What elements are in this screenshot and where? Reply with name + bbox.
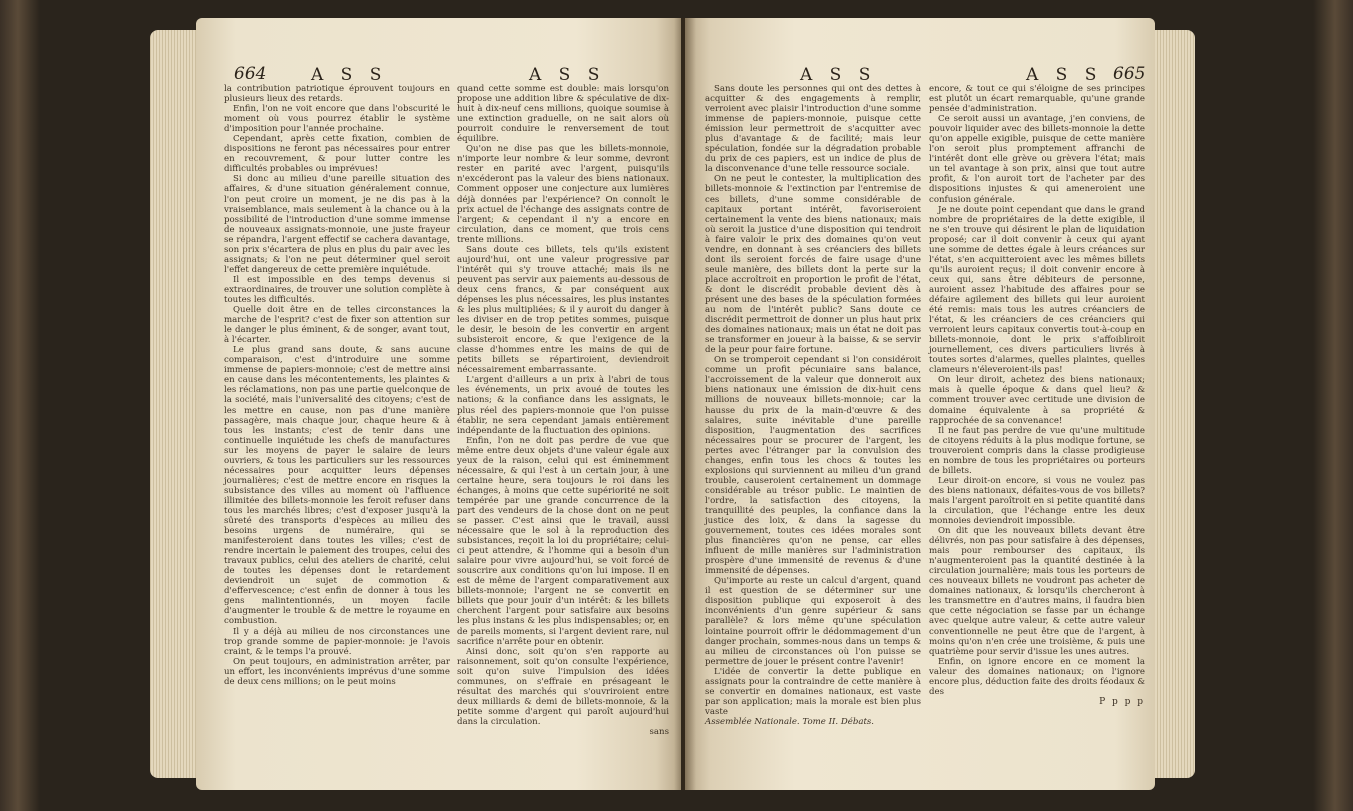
paragraph: quand cette somme est double: mais lorsqu'on propose une addition libre & spéculative de dix-huit à dix-neuf cens millions, quoique soumise à une extinction graduelle, on ne sait alors où pourroit conduire le renversement de tout équilibre.: [457, 84, 669, 145]
right-page-number: 665: [1113, 64, 1146, 84]
paragraph: Ce seroit aussi un avantage, j'en conviens, de pouvoir liquider avec des billets-monnoie la dette qu'on appelle exigible, puisque de cette manière l'on seroit plus promptement affranchi de l'intérêt dont elle grève ou grèvera l'état; mais un tel avantage à son prix, ainsi que tout autre profit, & l'on auroit tort de l'acheter par des dispositions injustes & qui ameneroient une confusion générale.: [929, 114, 1145, 205]
paragraph: Enfin, on ignore encore en ce moment la valeur des domaines nationaux; on l'ignore encore plus, déduction faite des droits féodaux & des: [929, 656, 1145, 697]
volume-footer: Assemblée Nationale. Tome II. Débats.: [705, 716, 875, 727]
paragraph: Cependant, après cette fixation, combien de dispositions ne feront pas nécessaires pour entrer en recouvrement, & pour lutter contre les difficultés probables ou imprévues!: [224, 134, 450, 175]
paragraph: Il ne faut pas perdre de vue qu'une multitude de citoyens réduits à la plus modique fortune, se trouveroient compris dans la classe prodigieuse en nombre de tous les propriétaires ou porteurs de billets.: [929, 425, 1145, 476]
right-running-head-1: A S S: [800, 65, 877, 85]
left-page-number: 664: [234, 64, 267, 84]
left-running-head-2: A S S: [529, 65, 606, 85]
paragraph: Enfin, l'on ne voit encore que dans l'obscurité le moment où vous pourrez établir le système d'imposition pour l'année prochaine.: [224, 104, 450, 135]
paragraph: On se tromperoit cependant si l'on considéroit comme un profit pécuniaire sans balance, l'accroissement de la valeur que donneroit aux biens nationaux une émission de dix-huit cens millions de nouveaux billets-monnoie; car la hausse du prix de la main-d'œuvre & des salaires, suite inévitable d'une pareille disposition, l'augmentation des sacrifices nécessaires pour se procurer de l'argent, les pertes avec l'étranger par la convulsion des changes, enfin tous les chocs & toutes les explosions qui surviennent au milieu d'un grand trouble, causeroient certainement un dommage considérable au trésor public. Le maintien de l'ordre, la satisfaction des citoyens, la tranquillité des peuples, la confiance dans la justice des loix, & dans la sagesse du gouvernement, toutes ces idées morales sont plus financières qu'on ne pense, car elles influent de mille manières sur l'administration prospère d'une immensité de revenus & d'une immensité de dépenses.: [705, 355, 921, 577]
paragraph: Leur diroit-on encore, si vous ne voulez pas des biens nationaux, défaites-vous de vos billets? mais l'argent paroîtroit en si petite quantité dans la circulation, que l'échange entre les deux monnoies deviendroit impossible.: [929, 475, 1145, 527]
left-column-1: [224, 84, 450, 687]
paragraph: Qu'on ne dise pas que les billets-monnoie, n'importe leur nombre & leur somme, devront rester en parité avec l'argent, puisqu'ils n'excéderont pas la valeur des biens nationaux. Comment opposer une conjecture aux lumières déjà données par l'expérience? On connoît le prix actuel de l'échange des assignats contre de l'argent; & cependant il n'y a encore en circulation, dans ce moment, que trois cens trente millions.: [457, 144, 669, 245]
left-page-edges: [150, 30, 198, 778]
left-running-head-1: A S S: [311, 65, 388, 85]
paragraph: Je ne doute point cependant que dans le grand nombre de propriétaires de la dette exigible, il ne s'en trouve qui désirent le plan de liquidation proposé; car il doit convenir à ceux qui ayant une somme de dettes égale à leurs créances sur l'état, s'en acquitteroient avec les mêmes billets qu'ils auroient reçus; il doit convenir encore à ceux qui, sans être débiteurs de personne, auroient assez l'habitude des affaires pour se défaire agilement des billets qui leur auroient été remis: mais tous les autres créanciers de l'état, & les créanciers de ces créanciers qui verroient leurs capitaux convertis tout-à-coup en billets-monnoie, dont le prix s'affoibliroit journellement, ces divers particuliers livrés à toutes sortes d'alarmes, quelles plaintes, quelles clameurs n'éleveroient-ils pas!: [929, 204, 1145, 376]
paragraph: Sans doute ces billets, tels qu'ils existent aujourd'hui, ont une valeur progressive par l'intérêt qui s'y trouve attaché; mais ils ne peuvent pas servir aux paiements au-dessous de deux cens francs, & par conséquent aux dépenses les plus nécessaires, les plus instantes & les plus multipliées; & il y auroit du danger à les diviser en de trop petites sommes, puisque le desir, le besoin de les convertir en argent subsisteroit encore, & que l'exigence de la classe d'hommes entre les mains de qui de petits billets se répartiroient, deviendroit nécessairement embarrassante.: [457, 244, 669, 376]
paragraph: Qu'importe au reste un calcul d'argent, quand il est question de se déterminer sur une disposition publique qui exposeroit à des inconvénients d'un genre supérieur & sans parallèle? & lors même qu'une spéculation lointaine pourroit offrir le dédommagement d'un danger prochain, sommes-nous dans un temps & au milieu de circonstances où l'on puisse se permettre de jouer le présent contre l'avenir!: [705, 576, 921, 667]
paragraph: Si donc au milieu d'une pareille situation des affaires, & d'une situation généralement connue, l'on peut croire un moment, je ne dis pas à la vraisemblance, mais seulement à la chance ou à la possibilité de l'introduction d'une somme immense de nouveaux assignats-monnoie, une juste frayeur se répandra, l'argent effectif se cachera davantage, son prix s'écartera de plus en plus du pair avec les assignats; & l'on ne peut déterminer quel seroit l'effet dangereux de cette première inquiétude.: [224, 174, 450, 275]
paragraph: On dit que les nouveaux billets devant être délivrés, non pas pour satisfaire à des dépenses, mais pour rembourser des capitaux, ils n'augmenteroient pas la quantité destinée à la circulation journalière; mais tous les porteurs de ces nouveaux billets ne voudront pas acheter de domaines nationaux, & lorsqu'ils chercheront à les transmettre en d'autres mains, il faudra bien que cette négociation se fasse par un échange avec quelque autre valeur, & cette autre valeur conventionnelle ne peut être que de l'argent, à moins qu'on n'en crée une troisième, & puis une quatrième pour servir d'issue les unes autres.: [929, 526, 1145, 657]
paragraph: On leur diroit, achetez des biens nationaux; mais à quelle époque & dans quel lieu? & comment trouver avec certitude une division de domaine équivalente à sa propriété & rapprochée de sa convenance!: [929, 375, 1145, 426]
right-page: [685, 18, 1155, 790]
paragraph: la contribution patriotique éprouvent toujours en plusieurs lieux des retards.: [224, 84, 450, 105]
paragraph: encore, & tout ce qui s'éloigne de ses principes est plutôt un écart remarquable, qu'une grande pensée d'administration.: [929, 84, 1145, 115]
paragraph: L'idée de convertir la dette publique en assignats pour la contraindre de cette manière à se convertir en domaines nationaux, est vaste par son application; mais la morale est bien plus vaste: [705, 666, 921, 717]
right-page-edges: [1155, 30, 1195, 778]
paragraph: Le plus grand sans doute, & sans aucune comparaison, c'est d'introduire une somme immense de papiers-monnoie; c'est de mettre ainsi en cause dans les mécontentements, les plaintes & les réclamations, non pas une partie quelconque de la société, mais l'universalité des citoyens; c'est de les mettre en cause, non pas d'une manière passagère, mais chaque jour, chaque heure & à tous les instants; c'est de tenir dans une continuelle inquiétude les chefs de manufactures sur les moyens de payer le salaire de leurs ouvriers, & tous les particuliers sur les ressources nécessaires pour acquitter leurs dépenses journalières; c'est de mettre encore en risques la subsistance des villes au moment où l'affluence illimitée des billets-monnoie les feroit refuser dans tous les marchés libres; c'est d'exposer jusqu'à la sûreté des transports d'espèces au milieu des besoins urgens de numéraire, qui se manifesteroient dans toutes les villes; c'est de rendre incertain le paiement des troupes, celui des travaux publics, celui des ateliers de charité, celui de toutes les dépenses dont le retardement deviendroit un sujet de commotion & d'effervescence; c'est enfin de donner à tous les gens malintentionnés, un moyen facile d'augmenter le trouble & de mettre le royaume en combustion.: [224, 345, 450, 627]
signature-mark: P p p p: [1099, 696, 1145, 707]
paragraph: Il est impossible en des temps devenus si extraordinaires, de trouver une solution complète à toutes les difficultés.: [224, 274, 450, 305]
paragraph: Enfin, l'on ne doit pas perdre de vue que même entre deux objets d'une valeur égale aux yeux de la raison, celui qui est éminemment nécessaire, & qui l'est à un certain jour, à une certaine heure, sera toujours le roi dans les échanges, à moins que cette supériorité ne soit tempérée par une grande concurrence de la part des vendeurs de la chose dont on ne peut se passer. C'est ainsi que le travail, aussi nécessaire que le sol à la reproduction des subsistances, reçoit la loi du propriétaire; celui-ci peut attendre, & l'homme qui a besoin d'un salaire pour vivre aujourd'hui, se voit forcé de souscrire aux conditions qu'on lui impose. Il en est de même de l'argent comparativement aux billets-monnoie; l'argent ne se convertit en billets que pour jouir d'un intérêt: & les billets cherchent l'argent pour satisfaire aux besoins les plus instans & les plus indispensables; or, en de pareils moments, si l'argent devient rare, nul sacrifice n'arrête pour en obtenir.: [457, 435, 669, 647]
right-column-1: [705, 84, 921, 727]
right-column-2: [929, 84, 1145, 707]
paragraph: L'argent d'ailleurs a un prix à l'abri de tous les événements, un prix avoué de toutes les nations; & la confiance dans les assignats, le plus réel des papiers-monnoie que l'on puisse établir, ne sera cependant jamais entièrement indépendante de la fluctuation des opinions.: [457, 375, 669, 436]
paragraph: On ne peut le contester, la multiplication des billets-monnoie & l'extinction par l'entremise de ces billets, d'une somme considérable de capitaux portant intérêt, favoriseroient certainement la vente des biens nationaux; mais où seroit la justice d'une disposition qui tendroit à faire valoir le prix des domaines qu'on veut vendre, en donnant à ses créanciers des billets dont ils seroient forcés de faire usage d'une seule manière, des billets dont la perte sur la place accroîtroit en proportion le profit de l'état, & dont le discrédit probable devient dès à présent une des bases de la spéculation formées au nom de l'intérêt public? Sans doute ce discrédit permettroit de donner un plus haut prix des domaines nationaux; mais un état ne doit pas se transformer en joueur à la baisse, & se servir de la peur pour faire fortune.: [705, 174, 921, 356]
right-running-head-2: A S S: [1026, 65, 1103, 85]
paragraph: Sans doute les personnes qui ont des dettes à acquitter & des engagements à remplir, verroient avec plaisir l'introduction d'une somme immense de papiers-monnoie, puisque cette émission leur permettroit de s'acquitter avec plus d'avantage & de facilité; mais leur spéculation, fondée sur la dégradation probable du prix de ces papiers, est un indice de plus de la disconvenance d'une telle ressource sociale.: [705, 84, 921, 175]
catchword: sans: [649, 727, 669, 737]
left-column-2: [457, 84, 669, 737]
paragraph: Il y a déjà au milieu de nos circonstances une trop grande somme de papier-monnoie: je l'avois craint, & le temps l'a prouvé.: [224, 626, 450, 657]
book-gutter: [674, 18, 696, 790]
paragraph: Quelle doit être en de telles circonstances la marche de l'esprit? c'est de fixer son attention sur le danger le plus éminent, & de songer, avant tout, à l'écarter.: [224, 305, 450, 346]
paragraph: Ainsi donc, soit qu'on s'en rapporte au raisonnement, soit qu'on consulte l'expérience, soit qu'on suive l'impulsion des idées communes, on s'effraie en présageant le résultat des marchés qui s'ouvriroient entre deux milliards & demi de billets-monnoie, & la petite somme d'argent qui paroît aujourd'hui dans la circulation.: [457, 646, 669, 727]
paragraph: On peut toujours, en administration arrêter, par un effort, les inconvénients imprévus d'une somme de deux cens millions; on le peut moins: [224, 656, 450, 687]
left-page: [196, 18, 681, 790]
